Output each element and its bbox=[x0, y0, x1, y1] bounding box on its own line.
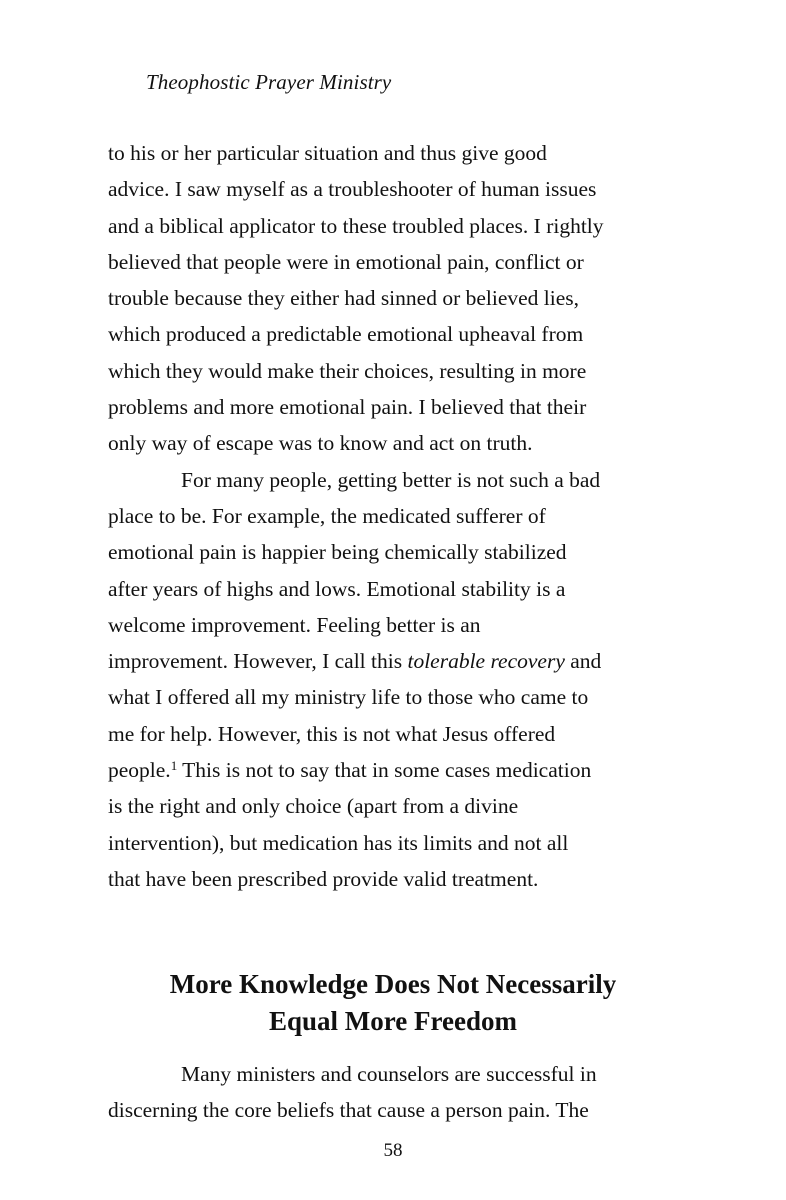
text-line: only way of escape was to know and act on truth. bbox=[108, 431, 533, 456]
text-line bbox=[108, 752, 708, 788]
text-line: problems and more emotional pain. I believed that their bbox=[108, 395, 587, 420]
text-line bbox=[108, 643, 708, 679]
italic-phrase: tolerable recovery bbox=[407, 649, 565, 674]
text-line: discerning the core beliefs that cause a person pain. The bbox=[108, 1098, 589, 1123]
text-line: believed that people were in emotional pain, conflict or bbox=[108, 249, 584, 274]
text-line: welcome improvement. Feeling better is an bbox=[108, 612, 481, 637]
text-line: what I offered all my ministry life to those who came to bbox=[108, 685, 589, 710]
text-line: which produced a predictable emotional upheaval from bbox=[108, 322, 584, 347]
text-segment: and bbox=[564, 649, 602, 674]
text-line: intervention), but medication has its limits and not all bbox=[108, 830, 569, 855]
paragraph-first-line: For many people, getting better is not such a bad bbox=[181, 467, 601, 492]
text-line: place to be. For example, the medicated sufferer of bbox=[108, 503, 546, 528]
body-text bbox=[108, 135, 708, 897]
text-line: is the right and only choice (apart from a divine bbox=[108, 794, 519, 819]
heading-line: Equal More Freedom bbox=[269, 1006, 517, 1036]
text-segment: improvement. However, I call this bbox=[108, 649, 408, 674]
heading-line: More Knowledge Does Not Necessarily bbox=[169, 969, 617, 999]
paragraph-first-line: Many ministers and counselors are successful in bbox=[181, 1062, 597, 1086]
text-line: after years of highs and lows. Emotional stability is a bbox=[108, 576, 566, 601]
footnote-marker[interactable]: 1 bbox=[170, 758, 178, 774]
text-segment: This is not to say that in some cases medication bbox=[177, 758, 592, 783]
text-segment: people. bbox=[108, 758, 171, 783]
text-line: advice. I saw myself as a troubleshooter of human issues bbox=[108, 177, 597, 202]
section-heading bbox=[0, 966, 786, 1040]
text-line: emotional pain is happier being chemically stabilized bbox=[108, 540, 567, 565]
text-line: which they would make their choices, resulting in more bbox=[108, 358, 587, 383]
section-paragraph bbox=[108, 1056, 708, 1129]
text-line: trouble because they either had sinned or believed lies, bbox=[108, 286, 580, 311]
text-line: to his or her particular situation and thus give good bbox=[108, 141, 547, 165]
page-number: 58 bbox=[383, 1140, 403, 1161]
text-line: and a biblical applicator to these troubled places. I rightly bbox=[108, 213, 604, 238]
text-line: me for help. However, this is not what Jesus offered bbox=[108, 721, 556, 746]
text-line: that have been prescribed provide valid treatment. bbox=[108, 866, 539, 891]
running-header: Theophostic Prayer Ministry bbox=[146, 70, 392, 94]
